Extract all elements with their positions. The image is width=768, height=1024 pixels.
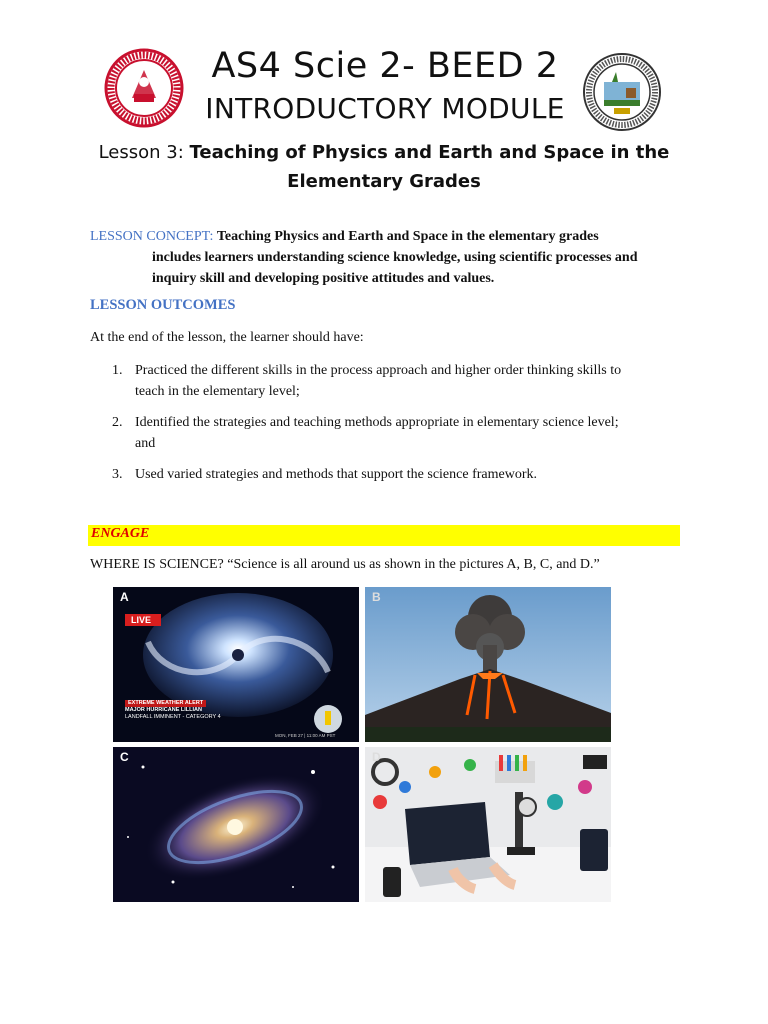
picture-letter-c: C: [120, 750, 129, 764]
lesson-concept-line2: includes learners understanding science knowledge, using scientific processes and: [152, 250, 638, 265]
module-subtitle: INTRODUCTORY MODULE: [205, 92, 565, 125]
picture-letter-a: A: [120, 590, 129, 604]
picture-letter-d: D: [372, 750, 381, 764]
list-item-number: 2.: [112, 415, 123, 430]
alert-line2: MAJOR HURRICANE LILLIAN: [125, 707, 202, 713]
engage-highlight: [88, 525, 680, 546]
picture-b-volcano: [365, 587, 611, 742]
outcomes-list: [90, 360, 680, 495]
lesson-concept-line1: Teaching Physics and Earth and Space in the elementary grades: [216, 229, 599, 244]
lesson-outcomes-heading: LESSON OUTCOMES: [90, 297, 236, 313]
list-item-number: 1.: [112, 363, 123, 378]
alert-ticker: MON, FEB 27 | 11:00 AM PST: [275, 733, 336, 738]
picture-letter-b: B: [372, 590, 381, 604]
outcomes-intro: At the end of the lesson, the learner should have:: [90, 330, 364, 345]
where-is-science-prompt: WHERE IS SCIENCE? “Science is all around us as shown in the pictures A, B, C, and D.”: [90, 557, 600, 572]
lesson-concept: [90, 226, 690, 289]
list-item-line1: Practiced the different skills in the process approach and higher order thinking skills to: [135, 363, 622, 378]
lesson-title: [80, 138, 688, 196]
weather-alert-banner: [125, 700, 221, 721]
lesson-concept-line3: inquiry skill and developing positive attitudes and values.: [152, 271, 495, 286]
picture-d-science-lab: [365, 747, 611, 902]
lesson-concept-label: LESSON CONCEPT:: [90, 229, 214, 244]
list-item-line1: Used varied strategies and methods that support the science framework.: [135, 467, 537, 482]
alert-line3: LANDFALL IMMINENT - CATEGORY 4: [125, 714, 221, 720]
list-item-line2: teach in the elementary level;: [135, 384, 300, 399]
lesson-prefix: Lesson 3:: [98, 142, 190, 163]
lesson-title-line2: Elementary Grades: [287, 171, 481, 192]
picture-a-hurricane: [113, 587, 359, 742]
course-title: AS4 Scie 2- BEED 2: [211, 46, 559, 86]
list-item: [90, 412, 680, 454]
engage-label: ENGAGE: [91, 526, 150, 541]
list-item-line2: and: [135, 436, 156, 451]
university-seal-logo: [104, 48, 184, 128]
list-item-line1: Identified the strategies and teaching methods appropriate in elementary science level;: [135, 415, 619, 430]
list-item: [90, 360, 680, 402]
live-badge: LIVE: [125, 614, 161, 626]
alert-title: EXTREME WEATHER ALERT: [125, 700, 206, 707]
picture-c-galaxy: [113, 747, 359, 902]
external-studies-seal-logo: [582, 52, 662, 132]
lesson-title-line1: Teaching of Physics and Earth and Space in the: [189, 142, 670, 163]
list-item-number: 3.: [112, 467, 123, 482]
list-item: [90, 464, 680, 485]
